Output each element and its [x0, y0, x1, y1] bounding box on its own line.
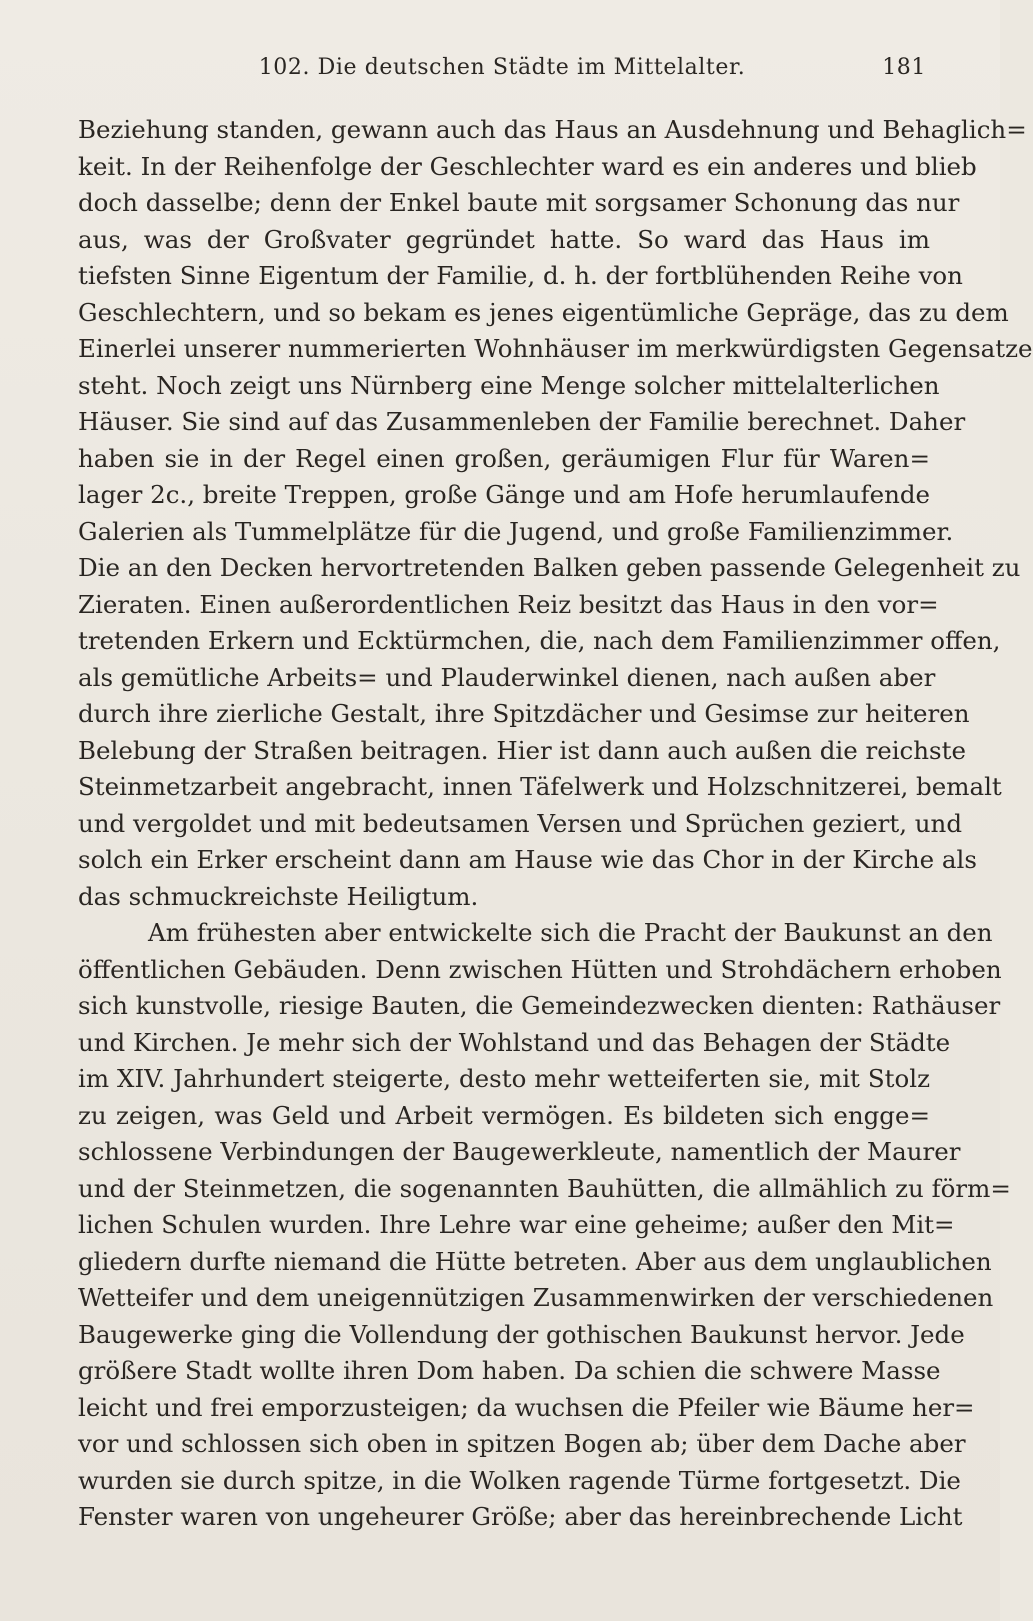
- text-line: größere Stadt wollte ihren Dom haben. Da schien die schwere Masse: [78, 1356, 941, 1385]
- text-line: lager 2c., breite Treppen, große Gänge und am Hofe herumlaufende: [78, 480, 931, 509]
- text-line: als gemütliche Arbeits= und Plauderwinkel dienen, nach außen aber: [78, 662, 936, 692]
- paragraph: [78, 112, 1033, 915]
- text-line: tiefsten Sinne Eigentum der Familie, d. h. der fortblühenden Reihe von: [78, 261, 963, 290]
- text-line: gliedern durfte niemand die Hütte betreten. Aber aus dem unglaublichen: [78, 1246, 992, 1276]
- text-line: leicht und frei emporzusteigen; da wuchsen die Pfeiler wie Bäume her=: [78, 1392, 975, 1422]
- text-line: tretenden Erkern und Ecktürmchen, die, nach dem Familienzimmer offen,: [78, 626, 1001, 655]
- text-line: solch ein Erker erscheint dann am Hause wie das Chor in der Kirche als: [78, 845, 977, 874]
- text-line: Beziehung standen, gewann auch das Haus an Ausdehnung und Behaglich=: [78, 115, 1027, 144]
- text-line: Häuser. Sie sind auf das Zusammenleben der Familie berechnet. Daher: [78, 407, 966, 436]
- paragraph: [78, 915, 1011, 1536]
- text-line: und der Steinmetzen, die sogenannten Bauhütten, die allmählich zu förm=: [78, 1173, 1011, 1203]
- text-line: Zieraten. Einen außerordentlichen Reiz besitzt das Haus in den vor=: [78, 589, 939, 619]
- page-number: 181: [882, 55, 926, 80]
- text-line: haben sie in der Regel einen großen, geräumigen Flur für Waren=: [78, 443, 930, 473]
- text-line: vor und schlossen sich oben in spitzen Bogen ab; über dem Dache aber: [78, 1429, 966, 1458]
- text-line: öffentlichen Gebäuden. Denn zwischen Hütten und Strohdächern erhoben: [78, 954, 1002, 984]
- chapter-title: 102. Die deutschen Städte im Mittelalter.: [258, 55, 746, 80]
- text-line: Steinmetzarbeit angebracht, innen Täfelwerk und Holzschnitzerei, bemalt: [78, 772, 1002, 801]
- text-line: Belebung der Straßen beitragen. Hier ist dann auch außen die reichste: [78, 735, 966, 765]
- text-line: lichen Schulen wurden. Ihre Lehre war eine geheime; außer den Mit=: [78, 1210, 955, 1239]
- text-line: im XIV. Jahrhundert steigerte, desto mehr wetteiferten sie, mit Stolz: [78, 1064, 930, 1093]
- text-line: aus, was der Großvater gegründet hatte. So ward das Haus im: [78, 224, 930, 254]
- text-line: Galerien als Tummelplätze für die Jugend, und große Familienzimmer.: [78, 516, 954, 546]
- text-line: zu zeigen, was Geld und Arbeit vermögen. Es bildeten sich engge=: [78, 1100, 930, 1130]
- text-line: keit. In der Reihenfolge der Geschlechter ward es ein anderes und blieb: [78, 151, 977, 181]
- text-line: Fenster waren von ungeheurer Größe; aber das hereinbrechende Licht: [78, 1502, 963, 1531]
- text-line: Einerlei unserer nummerierten Wohnhäuser im merkwürdigsten Gegensatze: [78, 334, 1033, 363]
- text-line: Geschlechtern, und so bekam es jenes eigentümliche Gepräge, das zu dem: [78, 297, 1009, 327]
- running-header: [78, 48, 926, 88]
- text-line: doch dasselbe; denn der Enkel baute mit sorgsamer Schonung das nur: [78, 188, 960, 217]
- text-line: durch ihre zierliche Gestalt, ihre Spitzdächer und Gesimse zur heiteren: [78, 699, 970, 728]
- text-line: Baugewerke ging die Vollendung der gothischen Baukunst hervor. Jede: [78, 1319, 965, 1349]
- text-line: Die an den Decken hervortretenden Balken geben passende Gelegenheit zu: [78, 553, 1021, 582]
- text-line: wurden sie durch spitze, in die Wolken ragende Türme fortgesetzt. Die: [78, 1465, 961, 1495]
- text-line: sich kunstvolle, riesige Bauten, die Gemeindezwecken dienten: Rathäuser: [78, 991, 1001, 1020]
- text-line: steht. Noch zeigt uns Nürnberg eine Menge solcher mittelalterlichen: [78, 370, 940, 400]
- text-line: Am frühesten aber entwickelte sich die Pracht der Baukunst an den: [148, 918, 993, 947]
- text-line: Wetteifer und dem uneigennützigen Zusammenwirken der verschiedenen: [78, 1283, 994, 1312]
- text-line: und Kirchen. Je mehr sich der Wohlstand und das Behagen der Städte: [78, 1027, 951, 1057]
- text-line: schlossene Verbindungen der Baugewerkleute, namentlich der Maurer: [78, 1137, 961, 1166]
- text-line: und vergoldet und mit bedeutsamen Versen und Sprüchen geziert, und: [78, 808, 963, 838]
- text-line: das schmuckreichste Heiligtum.: [78, 881, 479, 911]
- text-body: [78, 112, 1033, 1536]
